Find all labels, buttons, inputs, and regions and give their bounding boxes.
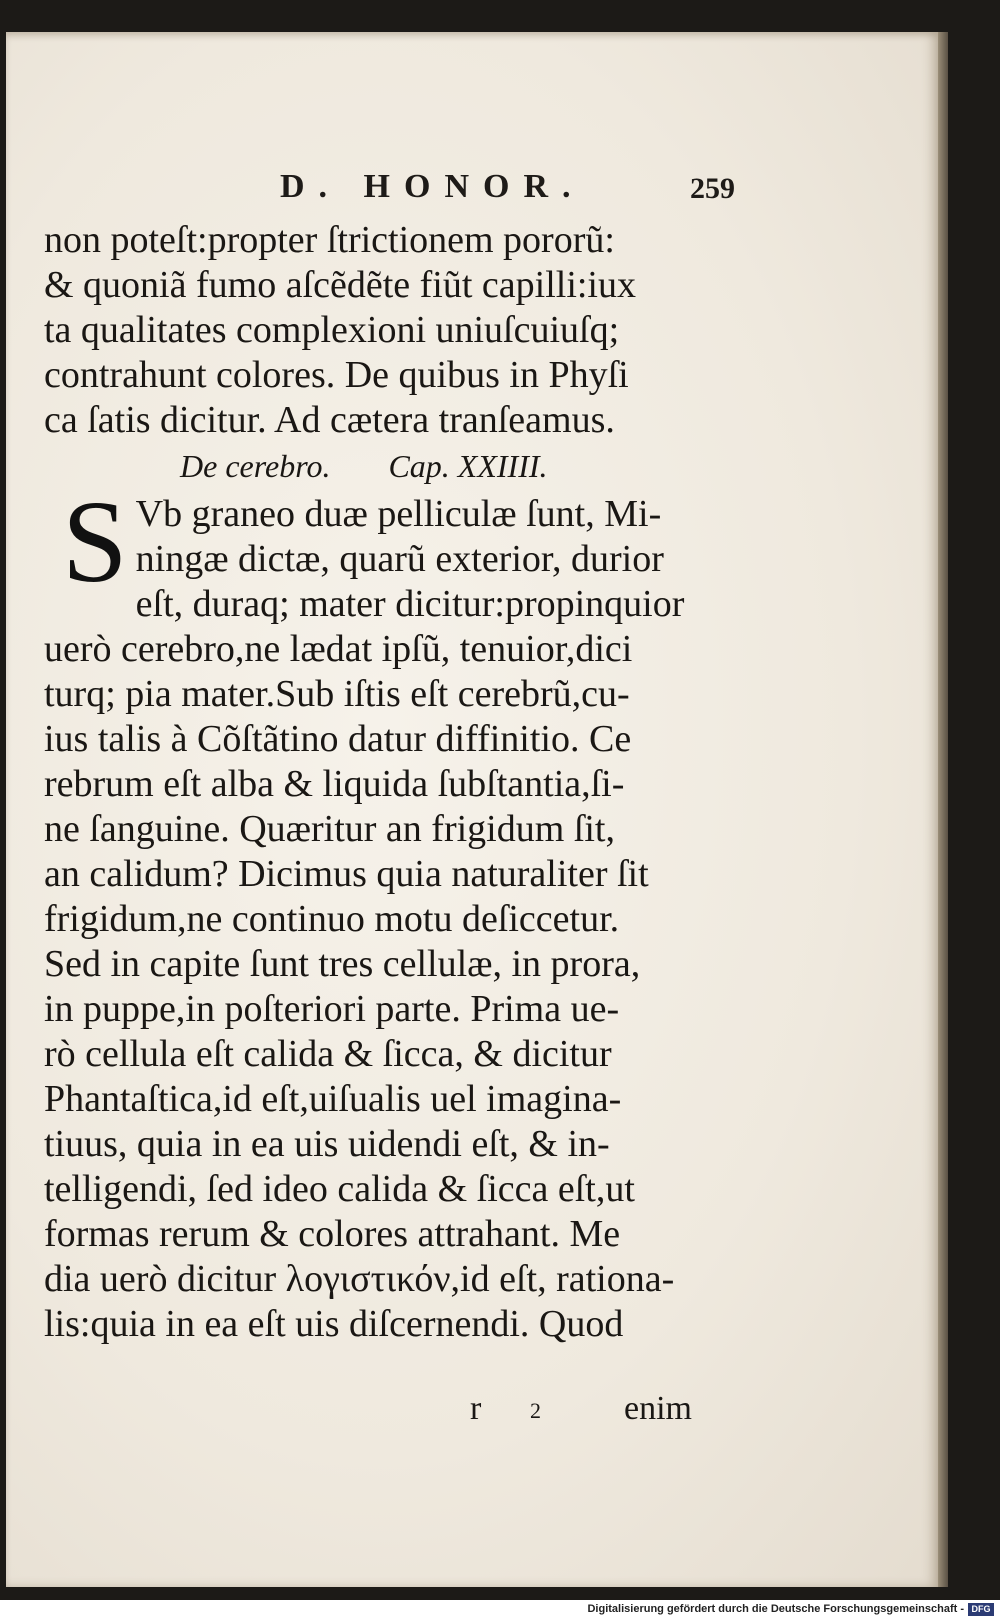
- text-line: ningæ dictæ, quarũ exterior, durior: [135, 538, 664, 580]
- chapter-title: De cerebro.: [180, 448, 331, 484]
- text-line: & quoniã fumo aſcẽdẽte fiũt capilli:iux: [44, 264, 636, 306]
- text-line: ca ſatis dicitur. Ad cætera tranſeamus.: [44, 399, 615, 441]
- text-line: Vb graneo duæ pelliculæ ſunt, Mi-: [135, 493, 662, 535]
- chapter-heading: [180, 448, 598, 485]
- funding-credit: Digitalisierung gefördert durch die Deutsche Forschungsgemeinschaft -: [587, 1603, 964, 1615]
- signature-mark: r: [470, 1390, 482, 1427]
- text-line: rò cellula eſt calida & ſicca, & dicitur: [44, 1033, 612, 1075]
- text-line: dia uerò dicitur λογιστικόν,id eſt, rationa-: [44, 1258, 675, 1300]
- text-line: non poteſt:propter ſtrictionem pororũ:: [44, 219, 615, 261]
- chapter-number: Cap. XXIIII.: [388, 448, 548, 484]
- text-line: in puppe,in poſteriori parte. Prima ue-: [44, 988, 620, 1030]
- text-line: turq; pia mater.Sub iſtis eſt cerebrũ,cu-: [44, 673, 630, 715]
- text-line: lis:quia in ea eſt uis diſcernendi. Quod: [44, 1303, 624, 1345]
- text-line: Phantaſtica,id eſt,uiſualis uel imagina-: [44, 1078, 622, 1120]
- text-line: an calidum? Dicimus quia naturaliter ſit: [44, 853, 649, 895]
- text-line: uerò cerebro,ne lædat ipſũ, tenuior,dici: [44, 628, 633, 670]
- page-edge: [938, 32, 948, 1587]
- text-line: ne ſanguine. Quæritur an frigidum ſit,: [44, 808, 615, 850]
- text-line: ta qualitates complexioni uniuſcuiuſq;: [44, 309, 620, 351]
- top-paragraph: [44, 218, 734, 443]
- text-line: contrahunt colores. De quibus in Phyſi: [44, 354, 629, 396]
- text-line: frigidum,ne continuo motu deſiccetur.: [44, 898, 620, 940]
- text-line: tiuus, quia in ea uis uidendi eſt, & in-: [44, 1123, 610, 1165]
- footer-bar: [0, 1600, 1000, 1620]
- page-number: 259: [690, 172, 735, 205]
- text-line: Sed in capite ſunt tres cellulæ, in prora,: [44, 943, 641, 985]
- catchline: [0, 1390, 1000, 1430]
- text-line: telligendi, ſed ideo calida & ſicca eſt,ut: [44, 1168, 635, 1210]
- text-line: formas rerum & colores attrahant. Me: [44, 1213, 621, 1255]
- running-head: D. HONOR.: [280, 168, 585, 205]
- text-line: ius talis à Cõſtãtino datur diffinitio. Ce: [44, 718, 632, 760]
- signature-number: 2: [530, 1398, 541, 1423]
- text-line: eſt, duraq; mater dicitur:propinquior: [135, 583, 685, 625]
- page-header: [0, 168, 1000, 208]
- drop-cap-initial: S: [62, 476, 128, 607]
- dfg-logo-icon: DFG: [968, 1603, 994, 1616]
- text-line: rebrum eſt alba & liquida ſubſtantia,ſi-: [44, 763, 625, 805]
- chapter-body: [44, 476, 734, 1347]
- catchword: enim: [624, 1390, 692, 1427]
